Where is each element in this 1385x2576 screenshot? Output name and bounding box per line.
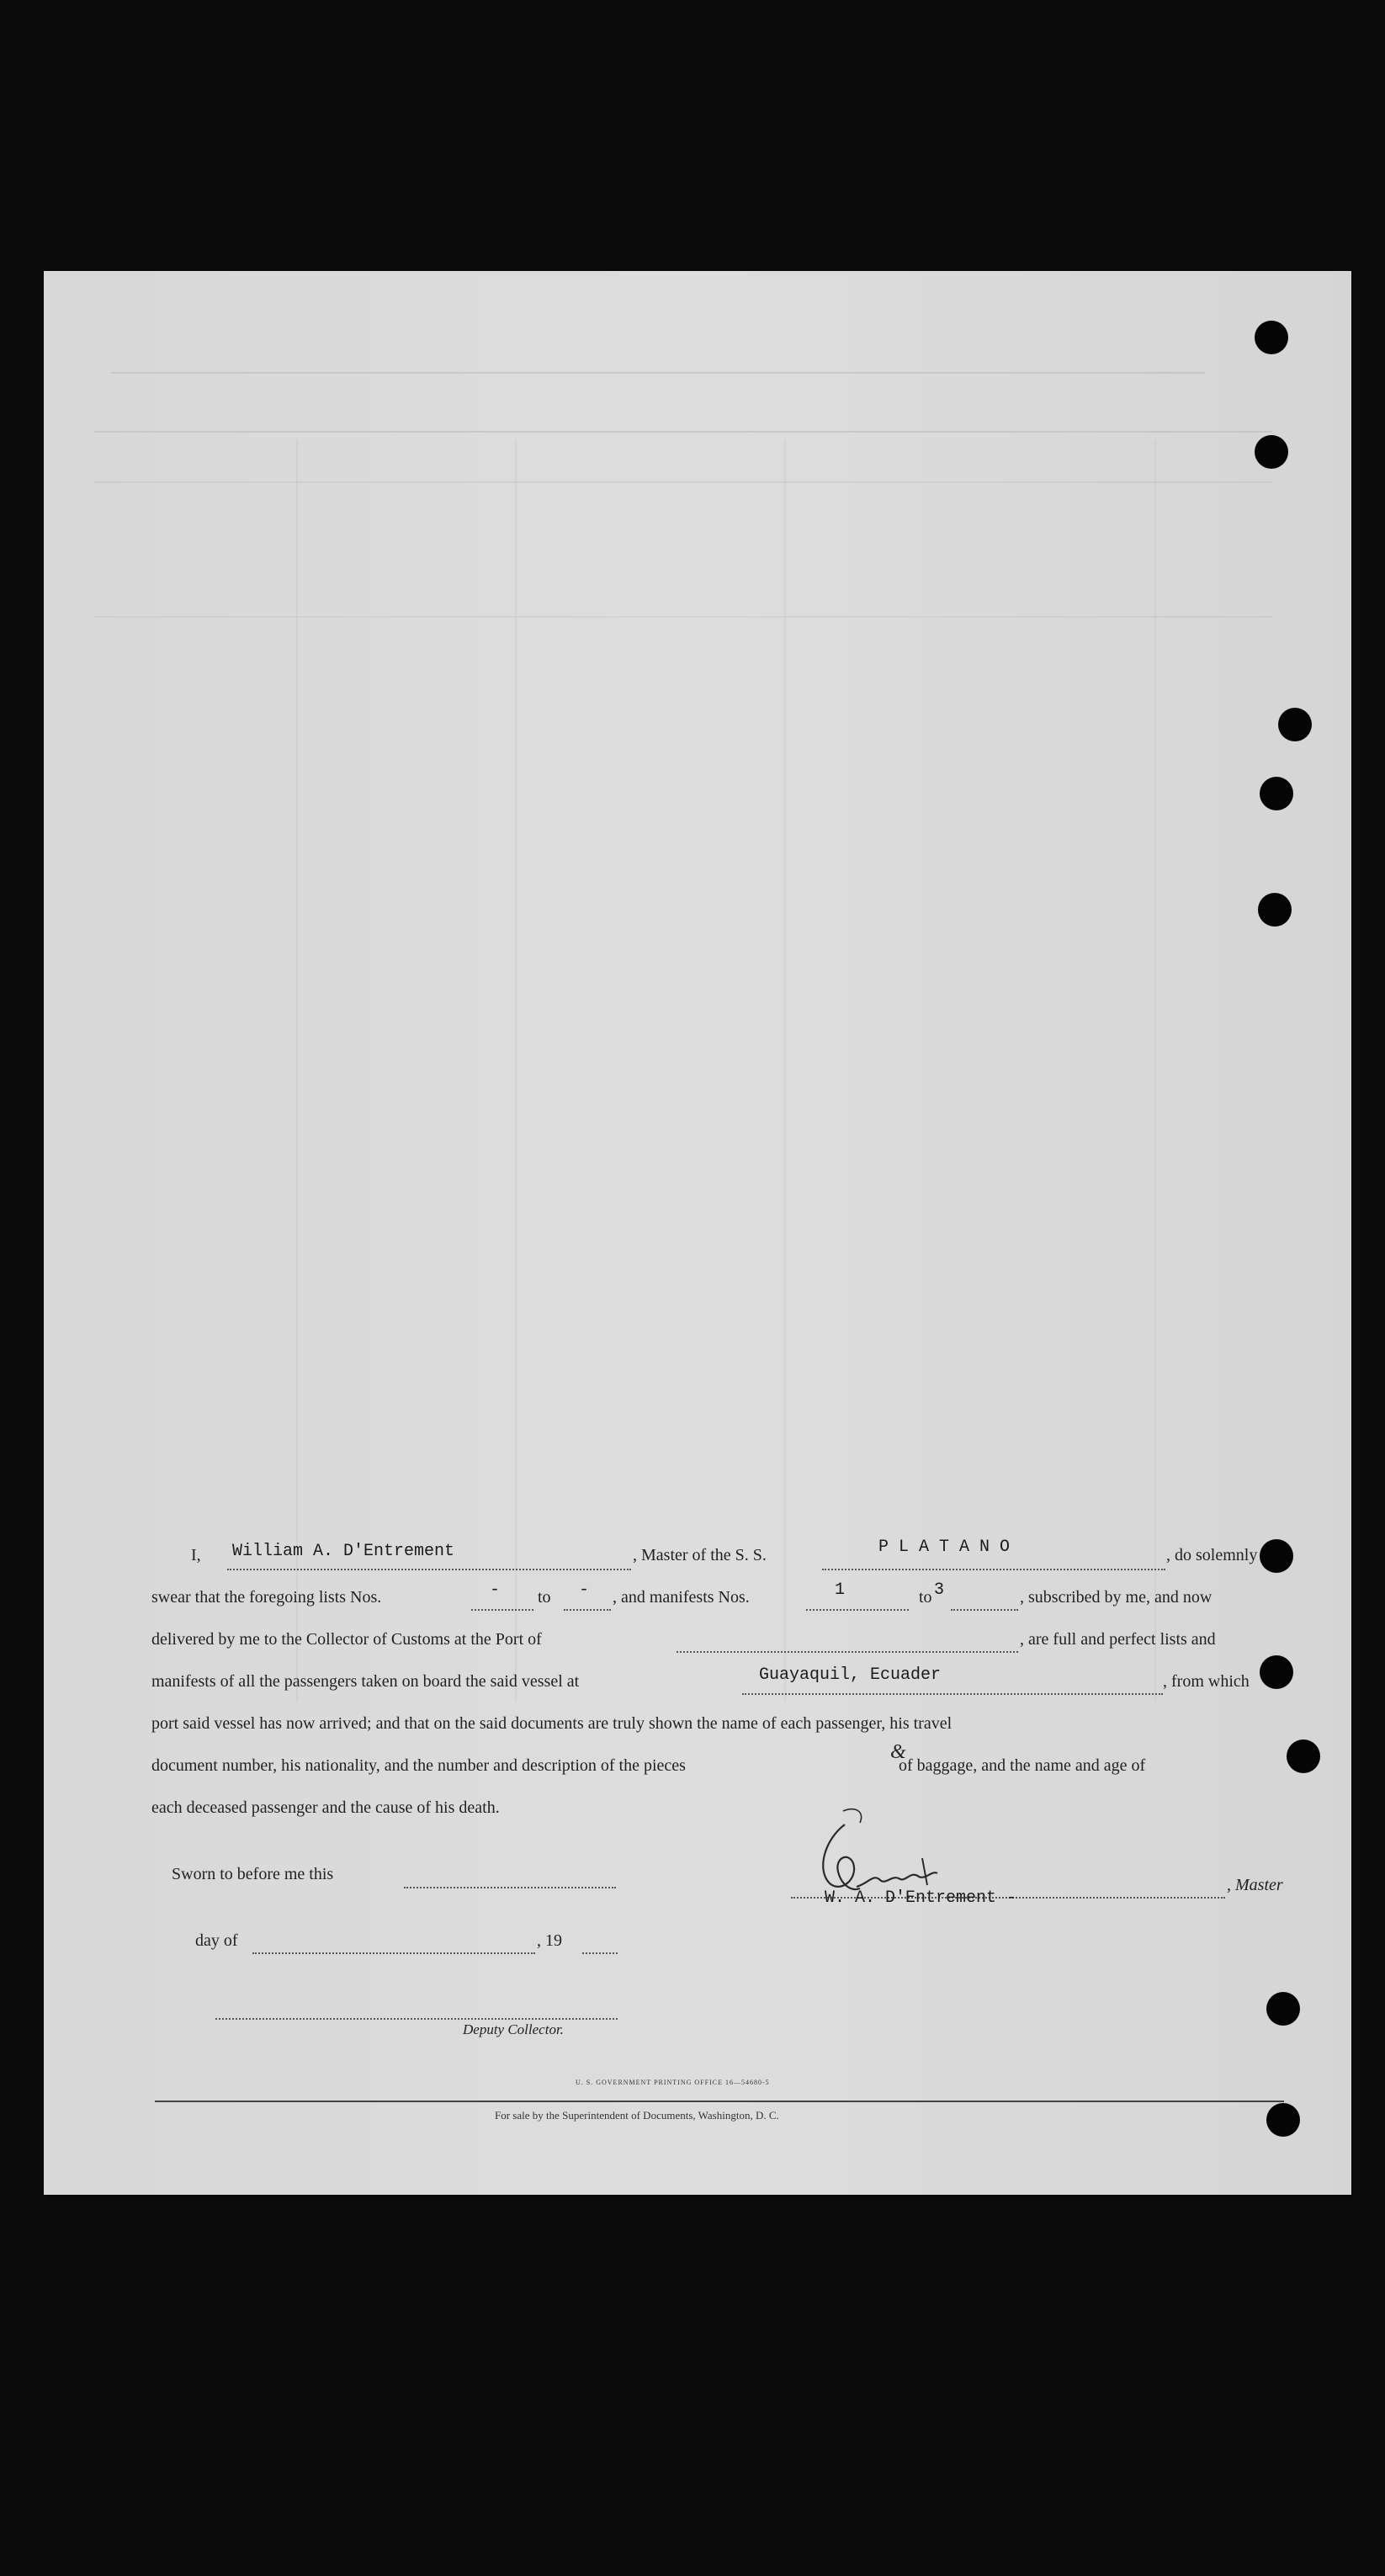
- master-name: William A. D'Entrement: [232, 1542, 455, 1561]
- manifests-to-line: [951, 1609, 1018, 1611]
- deputy-signature-line: [215, 2018, 618, 2020]
- manifests-from-line: [806, 1609, 909, 1611]
- port-of-arrival-line: [677, 1651, 1018, 1653]
- lists-from: -: [490, 1580, 501, 1600]
- punch-hole: [1258, 893, 1292, 927]
- footer-rule: [155, 2101, 1284, 2102]
- ghost-rule: [94, 431, 1272, 433]
- ghost-rule: [94, 616, 1272, 618]
- master-name-line: [227, 1569, 631, 1570]
- oath-text: , Master of the S. S.: [633, 1546, 767, 1564]
- ghost-column: [515, 439, 517, 1702]
- punch-hole: [1260, 1655, 1293, 1689]
- oath-text: , and manifests Nos.: [613, 1588, 750, 1607]
- oath-text: document number, his nationality, and the number and description of the pieces: [151, 1756, 686, 1775]
- oath-text: , subscribed by me, and now: [1020, 1588, 1213, 1607]
- deputy-collector-label: Deputy Collector.: [463, 2021, 564, 2037]
- day-of-line: [252, 1952, 535, 1954]
- oath-text: port said vessel has now arrived; and that on the said documents are truly shown the name of each passenger, his travel: [151, 1714, 953, 1733]
- oath-text: , do solemnly: [1166, 1546, 1258, 1564]
- handwritten-mark: &: [890, 1741, 906, 1763]
- punch-hole: [1278, 708, 1312, 741]
- punch-hole: [1287, 1739, 1320, 1773]
- oath-text: each deceased passenger and the cause of his death.: [151, 1798, 500, 1817]
- port-of-departure: Guayaquil, Ecuader: [759, 1665, 942, 1685]
- port-of-departure-line: [742, 1693, 1163, 1695]
- vessel-name-line: [822, 1569, 1165, 1570]
- vessel-name: P L A T A N O: [878, 1538, 1011, 1557]
- ghost-rule: [111, 372, 1205, 374]
- oath-text: to: [538, 1588, 551, 1607]
- ghost-column: [784, 439, 786, 1702]
- sworn-label: Sworn to before me this: [172, 1865, 334, 1883]
- printing-office-imprint: U. S. GOVERNMENT PRINTING OFFICE 16—54680-5: [576, 2079, 770, 2086]
- oath-text: swear that the foregoing lists Nos.: [151, 1588, 382, 1607]
- sworn-date-line: [404, 1887, 616, 1888]
- oath-text: I,: [191, 1546, 201, 1564]
- manifest-page: [44, 271, 1351, 2195]
- ghost-column: [296, 439, 298, 1702]
- year-prefix: , 19: [537, 1931, 562, 1950]
- oath-text: manifests of all the passengers taken on board the said vessel at: [151, 1672, 580, 1691]
- for-sale-notice: For sale by the Superintendent of Documents, Washington, D. C.: [495, 2109, 779, 2122]
- lists-to: -: [579, 1580, 590, 1600]
- day-of-label: day of: [195, 1931, 238, 1950]
- year-line: [582, 1952, 618, 1954]
- lists-to-line: [564, 1609, 611, 1611]
- punch-hole: [1260, 1539, 1293, 1573]
- punch-hole: [1255, 321, 1288, 354]
- ghost-rule: [94, 481, 1272, 483]
- ghost-column: [1154, 439, 1156, 1702]
- punch-hole: [1266, 2103, 1300, 2137]
- master-typed-name: W. A. D'Entrement -: [825, 1888, 1017, 1908]
- punch-hole: [1260, 777, 1293, 810]
- oath-text: , are full and perfect lists and: [1020, 1630, 1216, 1649]
- oath-text: to: [919, 1588, 932, 1607]
- lists-from-line: [471, 1609, 533, 1611]
- punch-hole: [1266, 1992, 1300, 2026]
- oath-text: delivered by me to the Collector of Customs at the Port of: [151, 1630, 542, 1649]
- oath-text: , from which: [1163, 1672, 1250, 1691]
- manifests-from: 1: [835, 1580, 846, 1600]
- oath-text: of baggage, and the name and age of: [899, 1756, 1146, 1775]
- manifests-to: 3: [934, 1580, 945, 1600]
- punch-hole: [1255, 435, 1288, 469]
- master-title: , Master: [1227, 1876, 1283, 1894]
